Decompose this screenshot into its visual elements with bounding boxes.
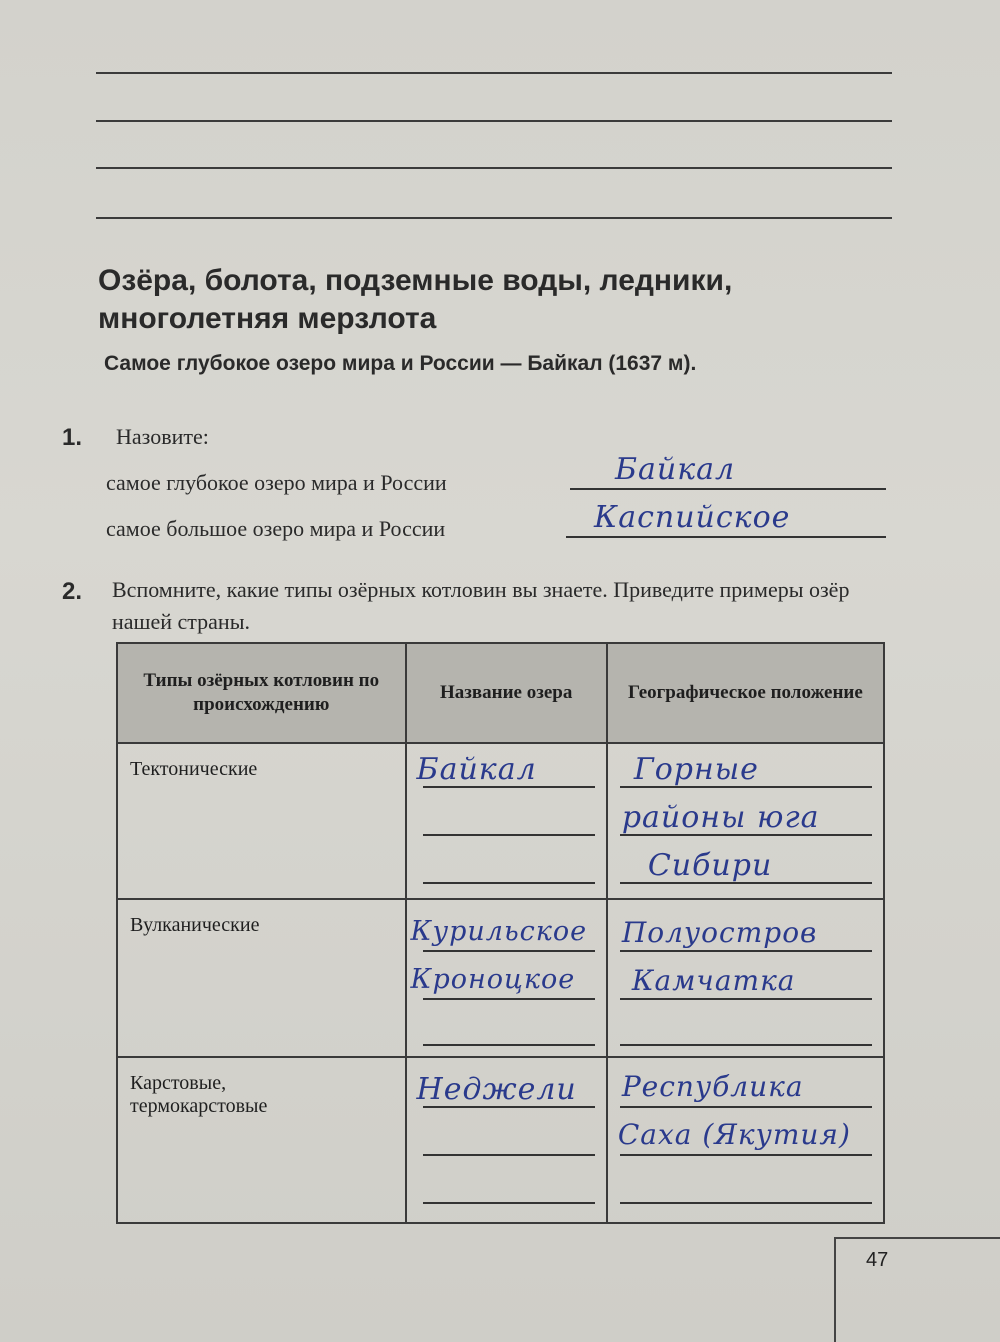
lake-position[interactable]: Камчатка bbox=[631, 964, 796, 997]
lake-name[interactable]: Кроноцкое bbox=[410, 964, 576, 995]
task2-number: 2. bbox=[62, 578, 83, 605]
table-cell-position[interactable] bbox=[607, 743, 884, 899]
table-cell-name[interactable] bbox=[406, 899, 607, 1057]
table-cell-type bbox=[117, 899, 406, 1057]
lake-position[interactable]: Республика bbox=[621, 1070, 804, 1103]
writing-line bbox=[96, 167, 892, 169]
task1-number: 1. bbox=[62, 424, 83, 451]
table-cell-position[interactable] bbox=[607, 899, 884, 1057]
task1-prompt: Назовите: bbox=[116, 424, 209, 449]
writing-line bbox=[96, 120, 892, 122]
lake-name[interactable]: Неджели bbox=[416, 1072, 577, 1107]
writing-line bbox=[96, 72, 892, 74]
task2-prompt: Вспомните, какие типы озёрных котловин вы знаете. Приведите примеры озёр нашей страны. bbox=[112, 577, 850, 634]
table-header-row bbox=[117, 643, 884, 743]
lake-position[interactable]: Саха (Якутия) bbox=[617, 1118, 851, 1151]
table-row bbox=[117, 743, 884, 899]
table-cell-position[interactable] bbox=[607, 1057, 884, 1223]
writing-line bbox=[96, 217, 892, 219]
lake-position[interactable]: районы юга bbox=[621, 800, 820, 835]
table-cell-type bbox=[117, 743, 406, 899]
table-row bbox=[117, 899, 884, 1057]
task1-row1-label: самое глубокое озеро мира и России bbox=[106, 470, 447, 495]
lake-name[interactable]: Курильское bbox=[410, 916, 588, 947]
lake-position[interactable]: Полуостров bbox=[621, 916, 818, 949]
section-heading: Озёра, болота, подземные воды, ледники, многолетняя мерзлота bbox=[98, 264, 733, 335]
table-row bbox=[117, 1057, 884, 1223]
table-header-position: Географическое положение bbox=[607, 643, 884, 743]
table-header-type: Типы озёрных котловин по происхождению bbox=[117, 643, 406, 743]
lake-types-table bbox=[116, 642, 885, 1224]
task1-row1-answer[interactable]: Байкал bbox=[615, 452, 736, 487]
task1-row2-label: самое большое озеро мира и России bbox=[106, 516, 446, 541]
lake-position[interactable]: Горные bbox=[633, 752, 759, 787]
lake-position[interactable]: Сибири bbox=[647, 848, 773, 883]
row-type-label: Тектонические bbox=[130, 758, 258, 780]
table-cell-name[interactable] bbox=[406, 743, 607, 899]
table-cell-name[interactable] bbox=[406, 1057, 607, 1223]
page-number-box bbox=[834, 1237, 1000, 1342]
lake-name[interactable]: Байкал bbox=[416, 752, 537, 787]
task1-row1-answer-line bbox=[570, 488, 886, 490]
page-number: 47 bbox=[866, 1249, 889, 1271]
task1-row2-answer[interactable]: Каспийское bbox=[594, 500, 791, 535]
row-type-label: Вулканические bbox=[130, 914, 260, 936]
table-cell-type bbox=[117, 1057, 406, 1223]
task1-row2-answer-line bbox=[566, 536, 886, 538]
row-type-label: Карстовые, термокарстовые bbox=[130, 1072, 268, 1117]
table-header-name: Название озера bbox=[406, 643, 607, 743]
section-subtitle: Самое глубокое озеро мира и России — Байкал (1637 м). bbox=[104, 352, 697, 375]
